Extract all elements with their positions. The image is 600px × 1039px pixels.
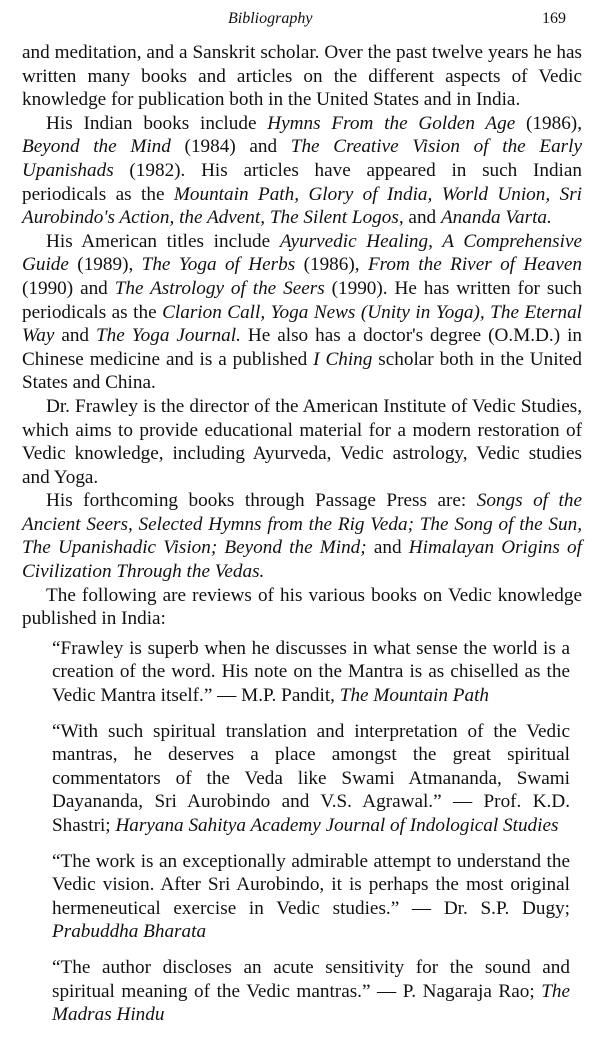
text-run: (1990). He has written for such periodicals as the xyxy=(22,277,583,323)
paragraph-indian-books xyxy=(22,112,582,230)
text-run: His Indian books include xyxy=(46,112,268,134)
quote-source: Prabuddha Bharata xyxy=(52,921,207,943)
book-title: The Astrology of the Seers xyxy=(114,277,325,299)
book-title: The Creative Vision of the Early Upanishads xyxy=(22,136,582,181)
book-title: Beyond the Mind xyxy=(22,136,171,158)
quote-text: “The work is an exceptionally admirable attempt to understand the Vedic vision. After Sri Aurobindo, it is perhaps the most original hermeneutical exercise in Vedic studies.” — Dr. S.P. Dugy; xyxy=(52,850,570,919)
text-run: (1986), xyxy=(295,254,368,276)
quote-source: Haryana Sahitya Academy Journal of Indological Studies xyxy=(115,815,559,836)
paragraph-continuation: and meditation, and a Sanskrit scholar. Over the past twelve years he has written many books and articles on the different aspects of Vedic knowledge for publication both in the United States and in India. xyxy=(22,42,582,111)
page-body xyxy=(22,41,582,1039)
text-run: His forthcoming books through Passage Press are: xyxy=(46,490,477,512)
paragraph-reviews-intro: The following are reviews of his various books on Vedic knowledge published in India: xyxy=(22,584,582,630)
text-run: (1986), xyxy=(515,112,582,134)
running-header xyxy=(0,8,600,32)
quote-text: “The author discloses an acute sensitivity for the sound and spiritual meaning of the Vedic mantras.” — P. Nagaraja Rao; xyxy=(52,956,570,1002)
text-run: He also has a doctor's degree (O.M.D.) in Chinese medicine and is a published xyxy=(22,325,582,370)
text-run: (1984) and xyxy=(170,136,291,158)
book-title: The Yoga of Herbs xyxy=(141,254,296,276)
text-run: His American titles include xyxy=(46,230,280,252)
paragraph-forthcoming xyxy=(22,489,582,583)
periodical-title: Ananda Varta. xyxy=(440,207,552,229)
quote-source: The Mountain Path xyxy=(339,685,490,707)
review-quote xyxy=(52,637,570,708)
paragraph-institute: Dr. Frawley is the director of the American Institute of Vedic Studies, which aims to provide educational material for a modern restoration of Vedic knowledge, including Ayurveda, Vedic astrology, Vedic studies and Yoga. xyxy=(22,395,582,488)
text-run: (1990) and xyxy=(22,277,115,299)
review-quote xyxy=(52,956,570,1027)
book-title: Ayurvedic Healing, A Comprehensive Guide xyxy=(22,230,583,276)
periodical-title: The Yoga Journal. xyxy=(96,325,241,347)
review-quote xyxy=(52,850,570,944)
periodical-titles: Mountain Path, Glory of India, World Union, Sri Aurobindo's Action, the Advent, The Silent Logos, xyxy=(22,183,582,229)
text-run: (1982). His articles have appeared in such Indian periodicals as the xyxy=(22,159,582,205)
review-quotes xyxy=(52,637,570,1027)
page-number: 169 xyxy=(542,10,566,27)
book-titles: Songs of the Ancient Seers, Selected Hymns from the Rig Veda; The Song of the Sun, The Upanishadic Vision; Beyond the Mind; xyxy=(22,490,582,559)
paragraph-american-titles xyxy=(22,230,582,395)
text-run: scholar both in the United States and China. xyxy=(22,348,582,394)
text-run: and xyxy=(54,325,96,347)
book-title: Hymns From the Golden Age xyxy=(267,112,516,134)
text-run: and xyxy=(366,537,409,559)
review-quote xyxy=(52,720,570,838)
running-title: Bibliography xyxy=(228,10,313,27)
book-title: I Ching xyxy=(313,348,373,370)
book-title: From the River of Heaven xyxy=(367,254,583,276)
quote-text: “With such spiritual translation and interpretation of the Vedic mantras, he deserves a place amongst the great spiritual commentators of the Veda like Swami Atmananda, Swami Dayananda, Sri Aurobindo and V.S. Agrawal.” — Prof. K.D. Shastri; xyxy=(52,720,570,836)
quote-text: “Frawley is superb when he discusses in what sense the world is a creation of the word. His note on the Mantra is as chiselled as the Vedic Mantra itself.” — M.P. Pandit, xyxy=(52,637,570,707)
quote-source: The Madras Hindu xyxy=(52,980,570,1026)
periodical-titles: Clarion Call, Yoga News (Unity in Yoga), The Eternal Way xyxy=(22,301,583,347)
text-run: (1989), xyxy=(68,254,142,276)
book-title: Himalayan Origins of Civilization Through the Vedas. xyxy=(22,537,582,583)
text-run: and xyxy=(403,207,441,229)
